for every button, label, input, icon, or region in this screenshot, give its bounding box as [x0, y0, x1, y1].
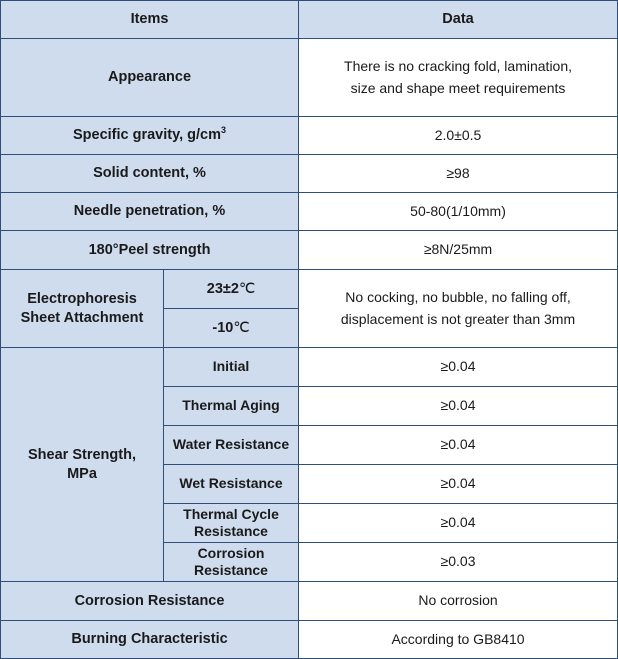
shear-thermal-cycle-label — [164, 504, 299, 543]
shear-thermal-aging-label: Thermal Aging — [164, 387, 299, 426]
peel-strength-row — [1, 231, 618, 270]
shear-initial-label: Initial — [164, 348, 299, 387]
corrosion-resistance-value: No corrosion — [299, 582, 618, 621]
corrosion-resistance-row — [1, 582, 618, 621]
electrophoresis-temp-2-value: -10 — [212, 319, 234, 336]
needle-penetration-label: Needle penetration, % — [1, 193, 299, 231]
shear-wet-resistance-value: ≥0.04 — [299, 465, 618, 504]
shear-initial-row — [1, 348, 618, 387]
degree-unit-2: ℃ — [233, 319, 250, 336]
electrophoresis-row-1 — [1, 270, 618, 309]
shear-strength-label-line2: MPa — [67, 465, 97, 482]
shear-corrosion-value: ≥0.03 — [299, 543, 618, 582]
items-header: Items — [1, 1, 299, 39]
shear-corrosion-label — [164, 543, 299, 582]
degree-unit-1: ℃ — [238, 280, 256, 297]
appearance-value-line1: There is no cracking fold, lamination, — [344, 57, 573, 74]
needle-penetration-row — [1, 193, 618, 231]
electrophoresis-label-line2: Sheet Attachment — [20, 309, 144, 326]
solid-content-label: Solid content, % — [1, 155, 299, 193]
electrophoresis-value-line1: No cocking, no bubble, no falling off, — [345, 288, 571, 305]
electrophoresis-temp-1-value: 23±2 — [206, 280, 239, 297]
electrophoresis-label — [1, 270, 164, 348]
shear-strength-label-line1: Shear Strength, — [28, 447, 136, 464]
solid-content-row — [1, 155, 618, 193]
electrophoresis-temp-1 — [164, 270, 299, 309]
solid-content-value: ≥98 — [299, 155, 618, 193]
data-header: Data — [299, 1, 618, 39]
appearance-row — [1, 39, 618, 117]
burning-label: Burning Characteristic — [1, 621, 299, 659]
shear-thermal-cycle-label-line2: Resistance — [194, 523, 268, 539]
appearance-value — [299, 39, 618, 117]
electrophoresis-temp-2 — [164, 309, 299, 348]
shear-thermal-cycle-label-line1: Thermal Cycle — [183, 505, 279, 522]
electrophoresis-label-line1: Electrophoresis — [27, 291, 137, 308]
burning-row — [1, 621, 618, 659]
shear-thermal-aging-value: ≥0.04 — [299, 387, 618, 426]
peel-strength-label: 180°Peel strength — [1, 231, 299, 270]
specific-gravity-label-sup: 3 — [221, 125, 227, 136]
burning-value: According to GB8410 — [299, 621, 618, 659]
electrophoresis-value-line2: displacement is not greater than 3mm — [340, 310, 576, 327]
shear-corrosion-label-line1: Corrosion — [197, 544, 265, 561]
specific-gravity-label-text: Specific gravity, g/cm — [72, 127, 221, 144]
header-row — [1, 1, 618, 39]
appearance-value-line2: size and shape meet requirements — [350, 79, 566, 96]
shear-water-resistance-label: Water Resistance — [164, 426, 299, 465]
specific-gravity-value: 2.0±0.5 — [299, 117, 618, 155]
specific-gravity-label — [1, 117, 299, 155]
shear-corrosion-label-line2: Resistance — [194, 562, 268, 578]
appearance-label: Appearance — [1, 39, 299, 117]
needle-penetration-value: 50-80(1/10mm) — [299, 193, 618, 231]
electrophoresis-value — [299, 270, 618, 348]
shear-strength-label — [1, 348, 164, 582]
corrosion-resistance-label: Corrosion Resistance — [1, 582, 299, 621]
specific-gravity-row — [1, 117, 618, 155]
shear-thermal-cycle-value: ≥0.04 — [299, 504, 618, 543]
shear-wet-resistance-label: Wet Resistance — [164, 465, 299, 504]
shear-initial-value: ≥0.04 — [299, 348, 618, 387]
peel-strength-value: ≥8N/25mm — [299, 231, 618, 270]
shear-water-resistance-value: ≥0.04 — [299, 426, 618, 465]
